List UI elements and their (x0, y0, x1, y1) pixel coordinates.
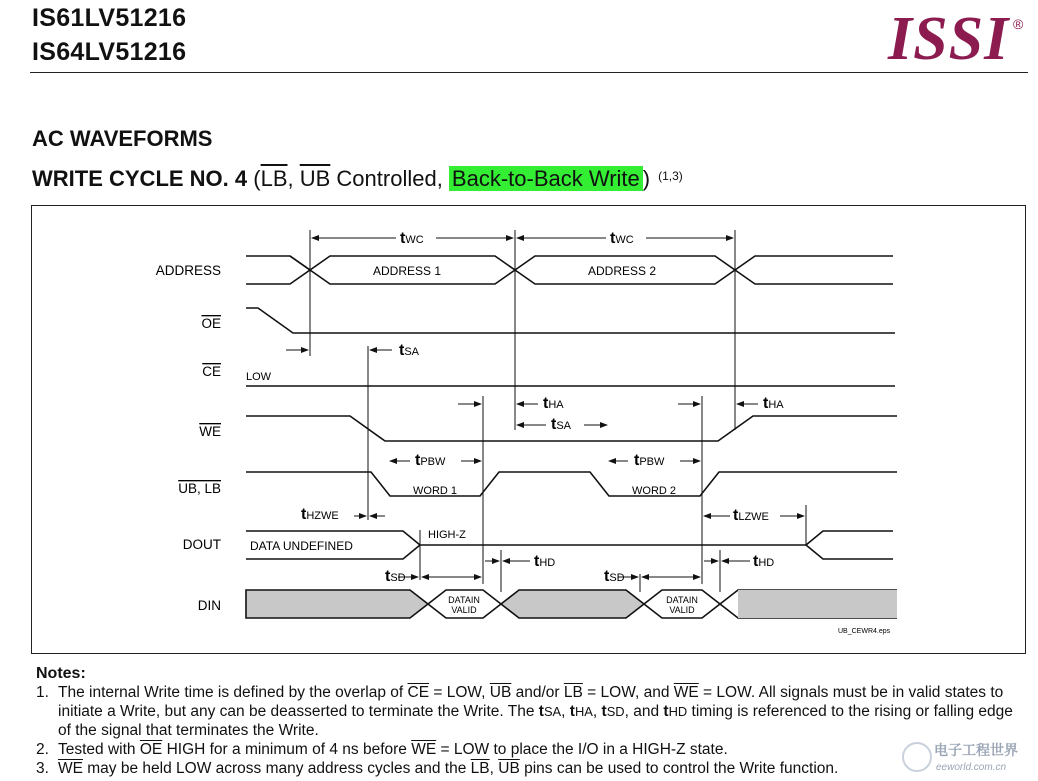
note-2 (36, 740, 1026, 759)
twc-2-label: tWC (610, 230, 634, 247)
note-1-ub: $\overline{UB}$ (489, 684, 512, 701)
subtitle-comma: , (287, 166, 300, 191)
watermark-text: 电子工程世界 (934, 742, 1018, 758)
data-undefined-label: DATA UNDEFINED (250, 539, 353, 553)
tsd-2-label: tSD (604, 568, 625, 585)
twc-1-label: tWC (400, 230, 424, 247)
signal-label-oe: OE (201, 316, 221, 331)
oe-waveform (246, 308, 895, 333)
address-2-label: ADDRESS 2 (587, 264, 657, 278)
tpbw-1-label: tPBW (415, 452, 446, 469)
note-1-we: $\overline{WE}$ (673, 684, 699, 701)
note-1-t-sa: t (538, 703, 544, 720)
note-2-text-c: = LOW to place the I/O in a HIGH-Z state. (436, 741, 728, 758)
note-1 (36, 683, 1026, 740)
note-1-text-h: , and (624, 703, 664, 720)
note-1-ha: HA (574, 704, 593, 719)
note-1-text-a: The internal Write time is defined by the overlap of (58, 684, 408, 701)
signal-label-address: ADDRESS (155, 263, 221, 278)
signal-label-din: DIN (197, 598, 221, 613)
subtitle-notes-ref: (1,3) (658, 169, 683, 183)
section-title: AC WAVEFORMS (32, 126, 213, 151)
tsa-2-label: tSA (551, 416, 572, 433)
note-1-sa: SA (543, 704, 562, 719)
datain-valid-1-top: DATAIN (448, 595, 480, 605)
address-1-label: ADDRESS 1 (372, 264, 442, 278)
tsd-1-label: tSD (385, 568, 406, 585)
note-2-text-a: Tested with (58, 741, 140, 758)
note-1-text-g: , (592, 703, 602, 720)
registered-mark: ® (1013, 16, 1024, 32)
note-1-hd: HD (668, 704, 688, 719)
thzwe-label: tHZWE (301, 506, 339, 523)
signal-label-ub-lb: UB, LB (178, 481, 221, 496)
subtitle-ub: $\overline{UB}$ (299, 166, 331, 191)
note-3-we: $\overline{WE}$ (58, 760, 83, 777)
tha-2-label: tHA (763, 395, 784, 412)
note-1-text-b: = LOW, (429, 684, 490, 701)
note-1-t-sd: t (601, 703, 607, 720)
note-3-text-b: , (489, 760, 499, 777)
note-2-oe: $\overline{OE}$ (139, 741, 163, 758)
datain-valid-1-bottom: VALID (451, 605, 477, 615)
datain-valid-2-top: DATAIN (666, 595, 698, 605)
thd-1-label: tHD (534, 553, 556, 570)
note-1-text-c: and/or (511, 684, 564, 701)
file-reference: UB_CEWR4.eps (838, 628, 891, 635)
address-waveform (246, 256, 893, 284)
watermark-icon (902, 742, 932, 772)
note-3-text-c: pins can be used to control the Write function. (519, 760, 839, 777)
note-1-t-ha: t (569, 703, 575, 720)
tpbw-2-label: tPBW (634, 452, 665, 469)
note-1-ce: $\overline{CE}$ (407, 684, 430, 701)
part-number-2: IS64LV51216 (32, 38, 187, 66)
subtitle-lb: $\overline{LB}$ (260, 166, 288, 191)
ce-low-label: LOW (246, 371, 272, 383)
note-1-text-i: timing is referenced to the rising or falling edge of the signal that terminates the Write. (58, 703, 1013, 739)
word-2-label: WORD 2 (632, 485, 676, 497)
issi-logo: ISSI (888, 5, 1010, 73)
thd-2-label: tHD (753, 553, 775, 570)
notes-title: Notes: (36, 665, 86, 682)
note-2-number: 2. (36, 741, 49, 758)
note-1-t-hd: t (663, 703, 669, 720)
tlzwe-label: tLZWE (733, 507, 769, 524)
high-z-label: HIGH-Z (428, 529, 466, 541)
note-1-text-e: = LOW. All signals must be in valid states to initiate a Write, but any can be deasserted to terminate the Write. The (58, 684, 1004, 720)
note-3-number: 3. (36, 760, 49, 777)
note-3-lb: $\overline{LB}$ (470, 760, 490, 777)
part-number-1: IS61LV51216 (32, 4, 187, 32)
datain-valid-2-bottom: VALID (669, 605, 695, 615)
note-2-text-b: HIGH for a minimum of 4 ns before (162, 741, 412, 758)
note-3-ub: $\overline{UB}$ (498, 760, 520, 777)
note-1-lb: $\overline{LB}$ (563, 684, 583, 701)
notes (36, 664, 1026, 778)
subtitle-bold: WRITE CYCLE NO. 4 (32, 166, 248, 191)
signal-label-dout: DOUT (182, 537, 221, 552)
subtitle-controlled: Controlled, (330, 166, 449, 191)
note-1-number: 1. (36, 684, 49, 701)
we-waveform (246, 416, 897, 441)
note-1-text-f: , (561, 703, 570, 720)
note-1-text-d: = LOW, and (582, 684, 674, 701)
word-1-label: WORD 1 (413, 485, 457, 497)
signal-label-we: WE (199, 424, 221, 439)
tsa-oe-label: tSA (399, 342, 420, 359)
note-1-sd: SD (606, 704, 625, 719)
tha-1-label: tHA (543, 395, 564, 412)
din-waveform (246, 590, 897, 618)
signal-label-ce: CE (202, 364, 221, 379)
ub-lb-waveform (246, 472, 897, 496)
note-2-we: $\overline{WE}$ (411, 741, 437, 758)
note-3-text-a: may be held LOW across many address cycles and the (82, 760, 471, 777)
watermark-site: eeworld.com.cn (936, 762, 1007, 773)
subtitle-paren-close: ) (642, 166, 651, 191)
note-3 (36, 759, 1026, 778)
subtitle-paren-open: ( (253, 166, 261, 191)
subtitle-highlight: Back-to-Back Write (449, 166, 643, 191)
